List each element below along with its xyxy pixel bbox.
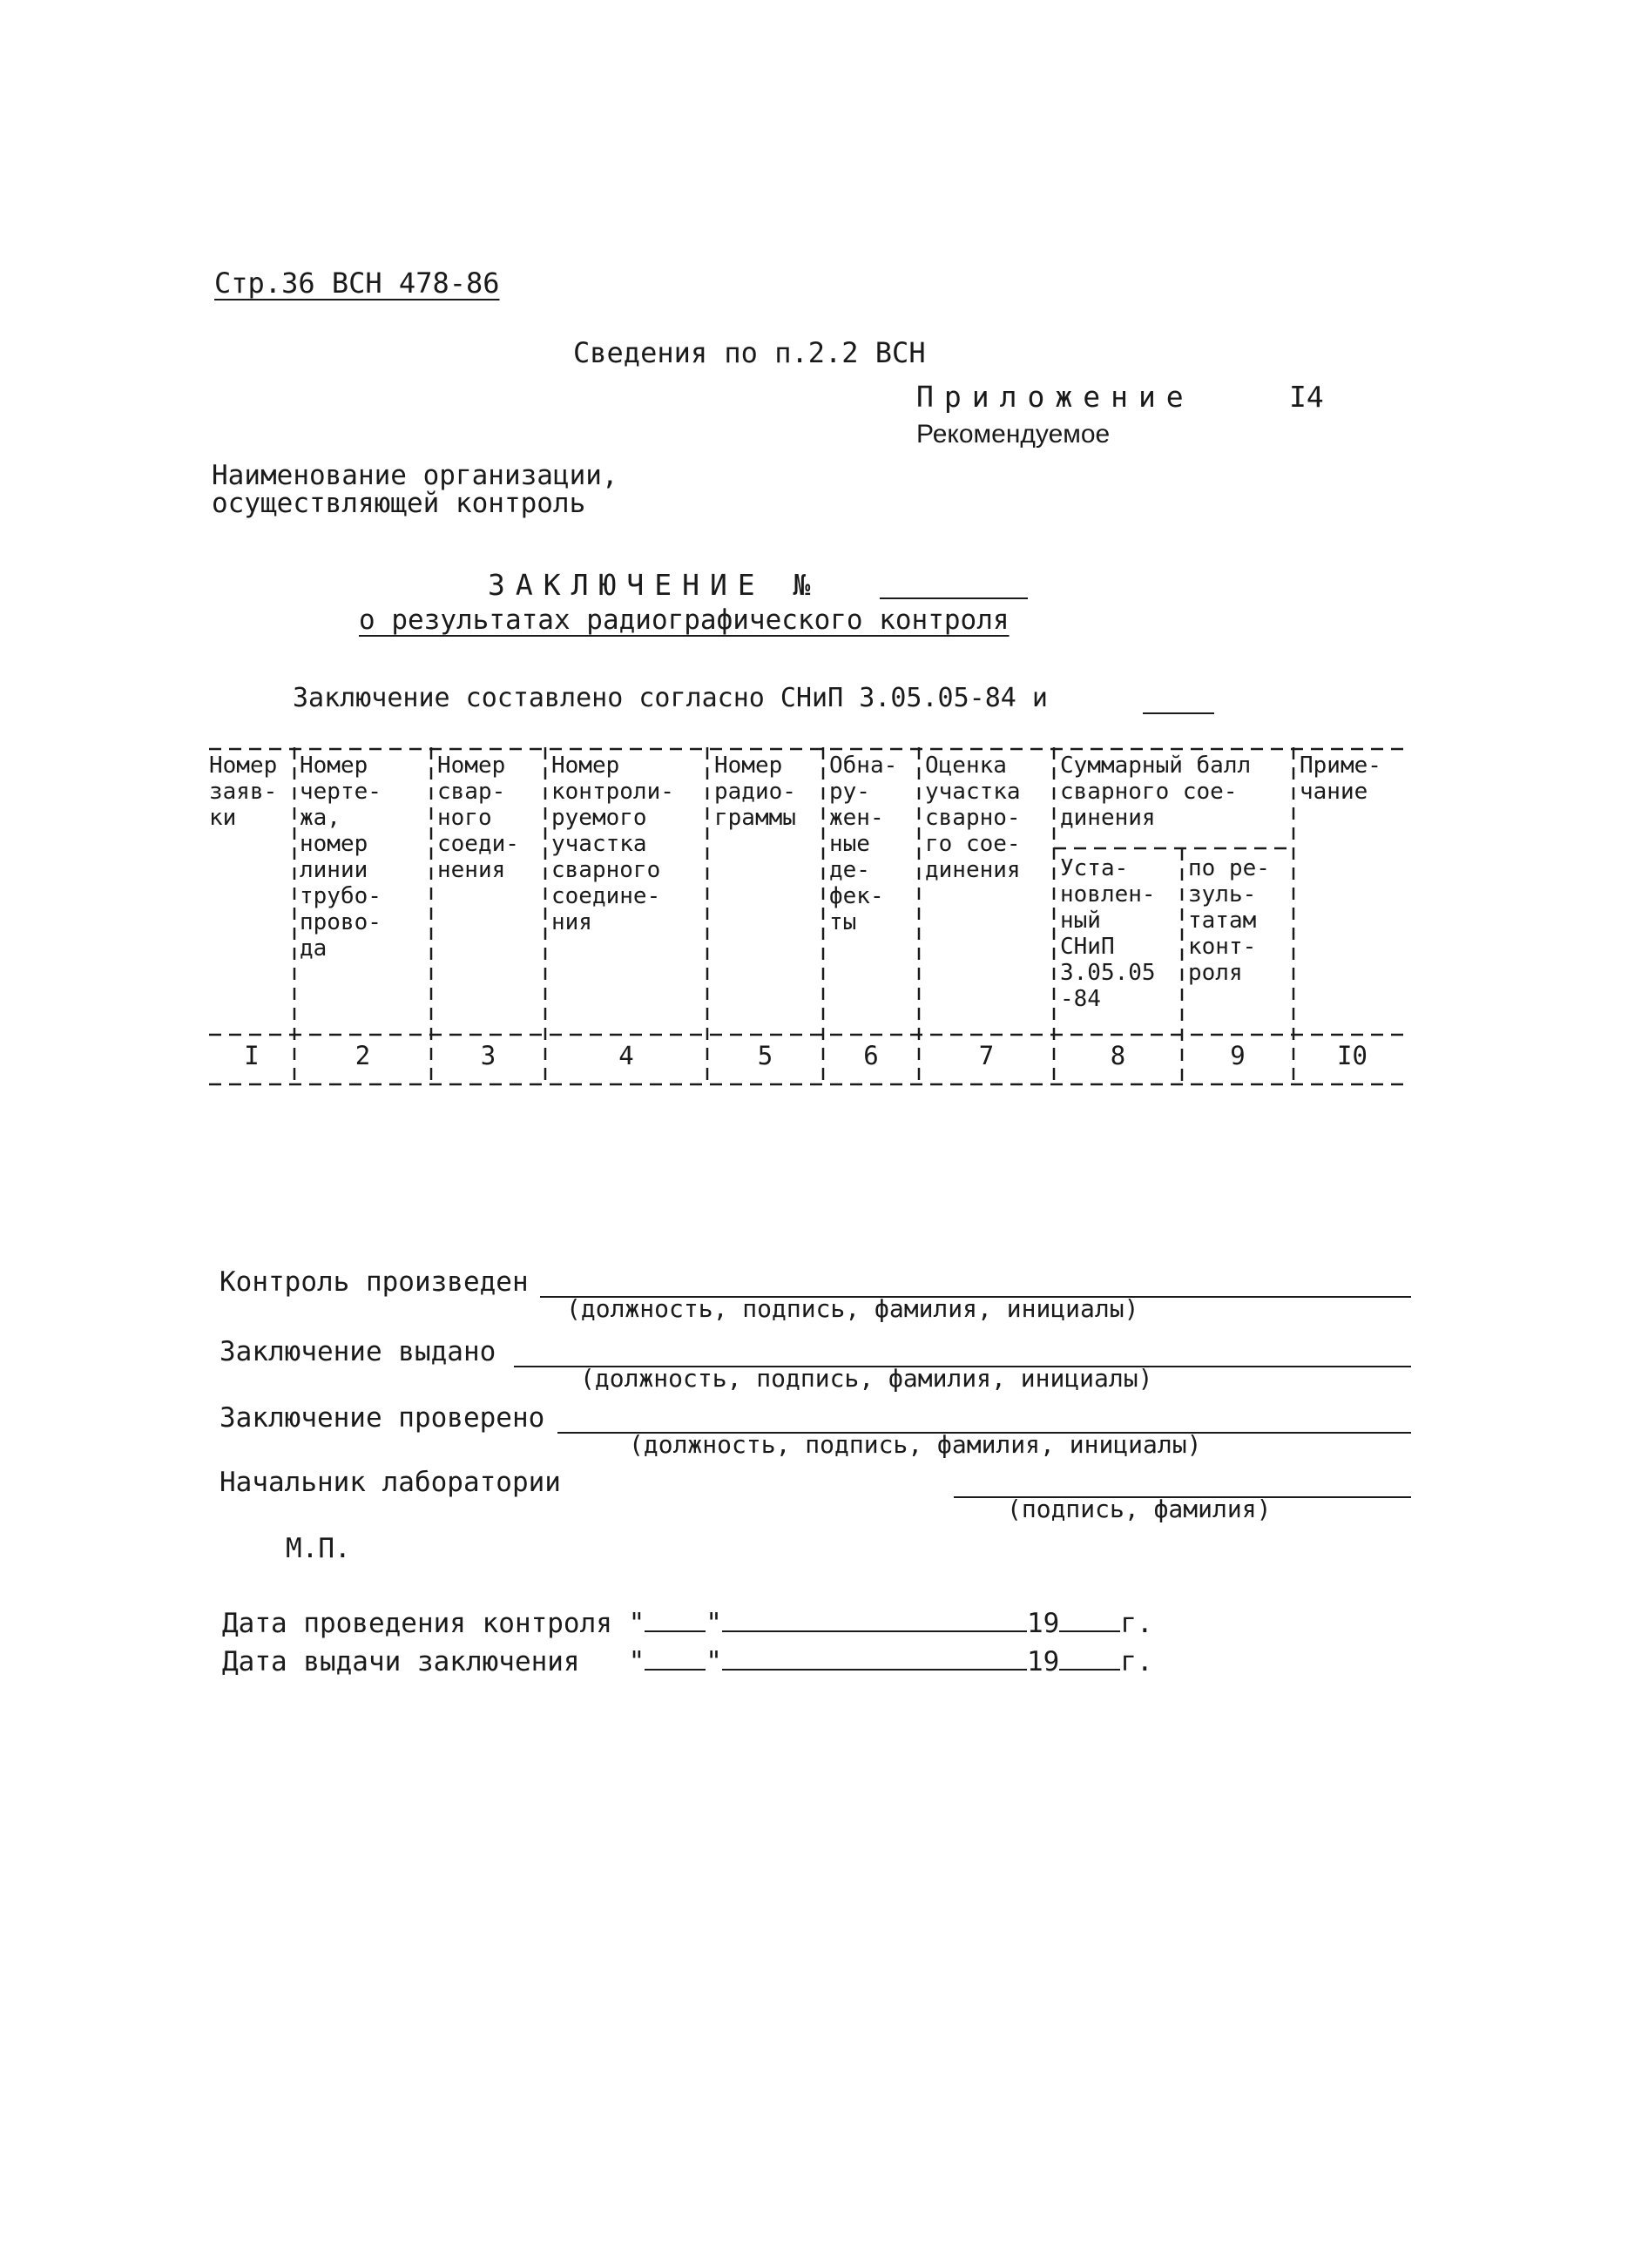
control-day-blank <box>645 1608 706 1632</box>
header-weld-number: Номер свар- ного соеди- нения <box>437 753 519 883</box>
organization-line-1: Наименование организации, <box>212 460 618 491</box>
header-section-assessment: Оценка участка сварно- го сое- динения <box>925 753 1021 883</box>
header-score-established: Уста- новлен- ный СНиП 3.05.05 -84 <box>1060 855 1156 1012</box>
column-number: 3 <box>480 1041 496 1070</box>
column-number: I <box>244 1041 260 1070</box>
column-number: 6 <box>863 1041 879 1070</box>
quote-close: " <box>706 1608 722 1639</box>
issue-month-blank <box>722 1646 1027 1671</box>
composed-by-line: Заключение составлено согласно СНиП 3.05.05-84 и <box>293 683 1048 713</box>
issued-hint: (должность, подпись, фамилия, инициалы) <box>580 1364 1153 1393</box>
header-total-score: Суммарный балл сварного сое- динения <box>1060 753 1252 831</box>
column-number: 4 <box>618 1041 634 1070</box>
header-section-number: Номер контроли- руемого участка сварного соедине- ния <box>551 753 674 935</box>
composed-by-blank <box>1143 712 1214 714</box>
control-date-label: Дата проведения контроля <box>222 1608 612 1639</box>
control-date-row <box>222 1608 1153 1639</box>
year-suffix: г. <box>1120 1608 1153 1639</box>
header-score-by-results: по ре- зуль- татам конт- роля <box>1188 855 1270 986</box>
checked-hint: (должность, подпись, фамилия, инициалы) <box>629 1430 1202 1459</box>
recommended-label: Рекомендуемое <box>916 420 1111 449</box>
appendix-number: I4 <box>1289 380 1324 414</box>
year-suffix: г. <box>1120 1646 1153 1677</box>
year-prefix: 19 <box>1026 1646 1060 1677</box>
info-line: Сведения по п.2.2 ВСН <box>573 336 926 369</box>
header-request-number: Номер заяв- ки <box>209 753 278 831</box>
page-reference: Стр.36 ВСН 478-86 <box>214 267 500 300</box>
quote-open: " <box>628 1646 645 1677</box>
header-drawing-number: Номер черте- жа, номер линии трубо- прово- да <box>300 753 382 962</box>
issued-label: Заключение выдано <box>219 1336 496 1367</box>
results-table <box>209 747 1411 1087</box>
issue-year-blank <box>1059 1646 1120 1671</box>
header-defects: Обна- ру- жен- ные де- фек- ты <box>829 753 898 935</box>
header-note: Приме- чание <box>1300 753 1381 805</box>
column-number: I0 <box>1337 1041 1368 1070</box>
lab-head-hint: (подпись, фамилия) <box>1007 1495 1272 1523</box>
performed-label: Контроль произведен <box>219 1266 529 1298</box>
column-number: 5 <box>757 1041 773 1070</box>
stamp-label: М.П. <box>286 1533 351 1564</box>
control-year-blank <box>1059 1608 1120 1632</box>
control-month-blank <box>722 1608 1027 1632</box>
performed-hint: (должность, подпись, фамилия, инициалы) <box>566 1294 1139 1323</box>
issue-date-label: Дата выдачи заключения <box>222 1646 580 1677</box>
column-number: 2 <box>355 1041 371 1070</box>
conclusion-number-blank <box>880 597 1028 599</box>
quote-open: " <box>628 1608 645 1639</box>
issue-date-row <box>222 1646 1153 1677</box>
conclusion-title: ЗАКЛЮЧЕНИЕ № <box>488 568 821 602</box>
quote-close: " <box>706 1646 722 1677</box>
column-number: 9 <box>1230 1041 1246 1070</box>
header-radiogram-number: Номер радио- граммы <box>714 753 796 831</box>
checked-label: Заключение проверено <box>219 1402 545 1434</box>
column-number: 7 <box>978 1041 995 1070</box>
year-prefix: 19 <box>1026 1608 1060 1639</box>
column-number: 8 <box>1110 1041 1126 1070</box>
appendix-label: Приложение <box>916 380 1194 414</box>
conclusion-subtitle: о результатах радиографического контроля <box>359 604 1010 636</box>
lab-head-label: Начальник лаборатории <box>219 1467 561 1498</box>
organization-line-2: осуществляющей контроль <box>212 488 586 519</box>
issue-day-blank <box>645 1646 706 1671</box>
